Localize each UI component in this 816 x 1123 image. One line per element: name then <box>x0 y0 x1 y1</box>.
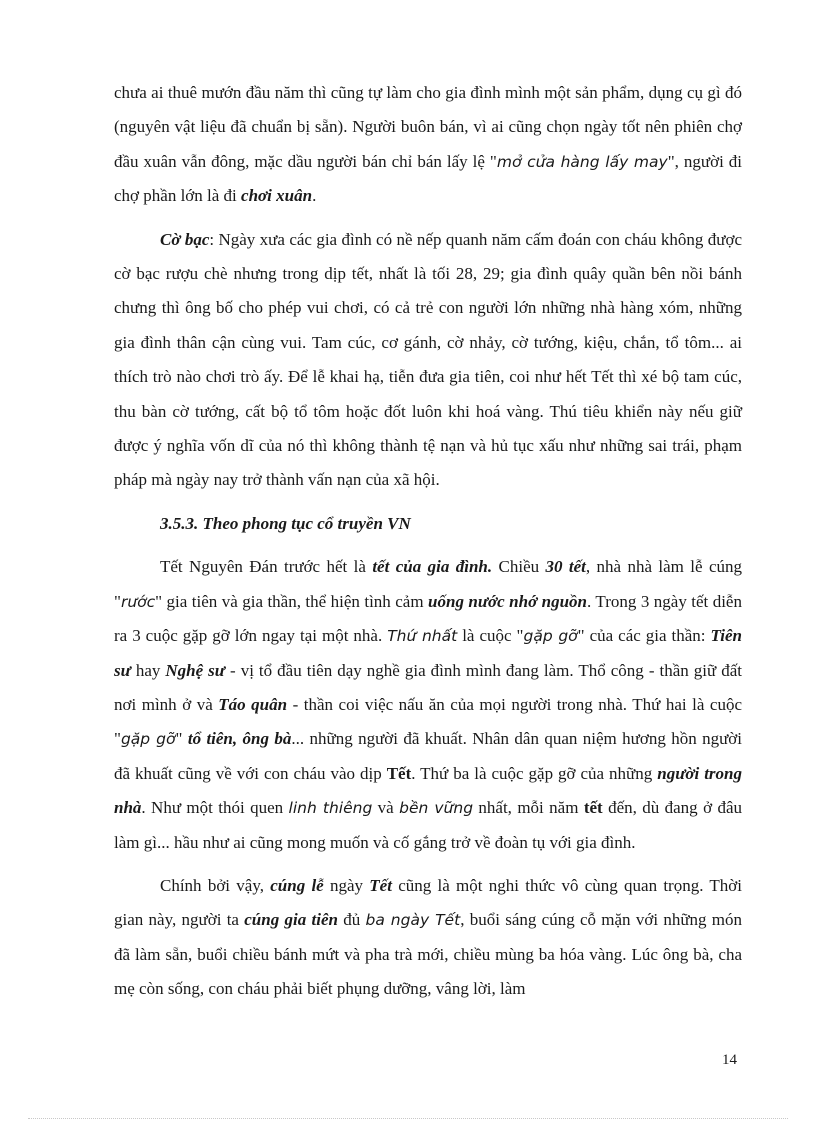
text-run: . <box>312 186 317 206</box>
text-run: Tết Nguyên Đán trước hết là <box>160 557 373 577</box>
text-run: " gia tiên và gia thần, thể hiện tình cảm <box>155 591 429 611</box>
text-run: , buổi sáng cúng cỗ mặn với những món đã làm sẵn, buổi chiều bánh mứt và pha trà mới, chiều mùng ba hóa vàng. Lúc ông bà, cha mẹ còn sống, con cháu phải biết phụng dưỡng, vâng lời, làm <box>114 910 743 999</box>
text-run: , nhà nhà làm lễ cúng " <box>114 557 742 611</box>
emphasized-text: cúng lễ <box>270 875 324 895</box>
emphasized-text: gặp gỡ <box>523 627 578 646</box>
emphasized-text: tết <box>583 798 603 818</box>
text-run: . Trong 3 ngày tết diễn ra 3 cuộc gặp gỡ lớn ngay tại một nhà. <box>114 591 742 646</box>
text-run: nhất, mỗi năm <box>473 798 584 818</box>
text-run: 3.5.3. Theo phong tục cổ truyền VN <box>160 513 411 533</box>
text-run: . Thứ ba là cuộc gặp gỡ của những <box>411 763 658 783</box>
emphasized-text: Nghệ sư <box>165 660 225 680</box>
emphasized-text: ba ngày Tết <box>365 911 461 930</box>
text-run: và <box>372 798 400 818</box>
emphasized-text: Tiên sư <box>114 626 743 680</box>
emphasized-text: Cờ bạc <box>160 229 210 249</box>
paragraph-continued <box>114 76 742 214</box>
paragraph-tet-nguyen-dan <box>114 550 742 860</box>
text-run: chưa ai thuê mướn đầu năm thì cũng tự làm cho gia đình mình một sản phẩm, dụng cụ gì đó (nguyên vật liệu đã chuẩn bị sẵn). Người buôn bán, vì ai cũng chọn ngày tốt nên phiên chợ đầu xuân vẫn đông, mặc dầu người bán chỉ bán lấy lệ " <box>114 83 742 171</box>
text-run: " của các gia thần: <box>577 626 711 646</box>
section-heading <box>114 507 742 541</box>
emphasized-text: người trong nhà <box>114 763 742 818</box>
text-run: - vị tổ đầu tiên dạy nghề gia đình mình đang làm. Thổ công - thần giữ đất nơi mình ở và <box>114 660 743 714</box>
text-run: là cuộc " <box>457 626 524 646</box>
emphasized-text: bền vững <box>399 799 474 818</box>
emphasized-text: uống nước nhớ nguồn <box>428 591 588 611</box>
footer-divider <box>28 1118 788 1119</box>
text-run: Chiều <box>492 557 546 577</box>
emphasized-text: Tết <box>386 763 412 783</box>
emphasized-text: Tết <box>369 875 392 895</box>
text-run: đến, dù đang ở đâu làm gì... hầu như ai cũng mong muốn và cố gắng trở về đoàn tụ với gia đình. <box>114 798 742 852</box>
text-run: " <box>175 729 188 749</box>
emphasized-text: tổ tiên, ông bà <box>187 729 292 749</box>
emphasized-text: tết của gia đình. <box>372 557 493 577</box>
text-run: Chính bởi vậy, <box>160 875 271 895</box>
emphasized-text: cúng gia tiên <box>244 910 338 930</box>
text-run: - thần coi việc nấu ăn của mọi người trong nhà. Thứ hai là cuộc " <box>114 694 742 749</box>
emphasized-text: mở cửa hàng lấy may <box>496 152 668 171</box>
emphasized-text: chơi xuân <box>241 186 313 206</box>
emphasized-text: 30 tết <box>545 557 586 577</box>
emphasized-text: gặp gỡ <box>120 730 176 749</box>
text-run: : Ngày xưa các gia đình có nề nếp quanh năm cấm đoán con cháu không được cờ bạc rượu chè nhưng trong dịp tết, nhất là tối 28, 29; gia đình quây quần bên nồi bánh chưng thì ông bố cho phép vui chơi, có cả trẻ con người lớn những nhà hàng xóm, những gia đình thân cận cùng vui. Tam cúc, cơ gánh, cờ nhảy, cờ tướng, kiệu, chắn, tổ tôm... ai thích trò nào chơi trò ấy. Để lễ khai hạ, tiễn đưa gia tiên, coi như hết Tết thì xé bộ tam cúc, thu bàn cờ tướng, cất bộ tổ tôm hoặc đốt luôn khi hoá vàng. Thú tiêu khiển này nếu giữ được ý nghĩa vốn dĩ của nó thì không thành tệ nạn và hủ tục xấu như những sai trái, phạm pháp mà ngày nay trở thành vấn nạn của xã hội. <box>114 229 742 490</box>
emphasized-text: linh thiêng <box>288 799 373 818</box>
page-number: 14 <box>722 1052 737 1068</box>
text-run: cũng là một nghi thức vô cùng quan trọng. Thời gian này, người ta <box>114 875 743 930</box>
text-run: hay <box>130 660 166 680</box>
body-text <box>114 76 742 1007</box>
paragraph-cung-le <box>114 869 742 1007</box>
text-run: ngày <box>323 875 370 895</box>
emphasized-text: Táo quân <box>218 694 288 714</box>
paragraph-co-bac <box>114 223 742 498</box>
text-run: đủ <box>337 910 366 930</box>
text-run: ", người đi chợ phần lớn là đi <box>114 151 743 206</box>
emphasized-text: Thứ nhất <box>387 627 458 646</box>
emphasized-text: rước <box>120 592 156 611</box>
text-run: ... những người đã khuất. Nhân dân quan niệm hương hồn người đã khuất cũng về với con cháu vào dịp <box>114 729 742 783</box>
text-run: . Như một thói quen <box>141 798 289 818</box>
